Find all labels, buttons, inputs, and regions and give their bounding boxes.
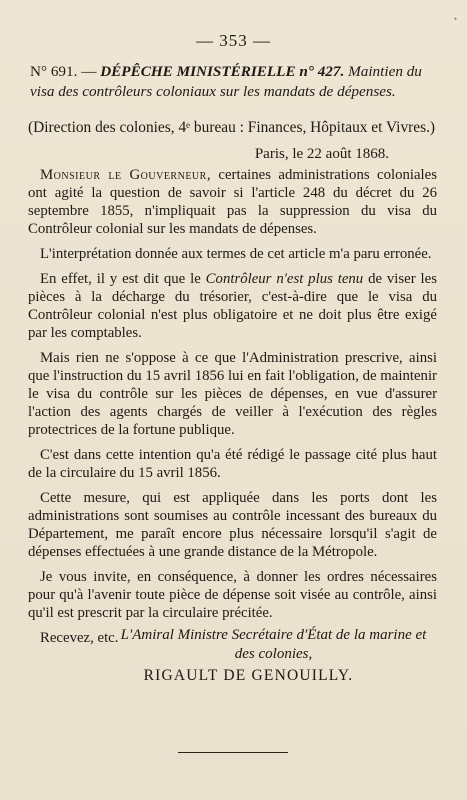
paragraph-5: C'est dans cette intention qu'a été rédigé le passage cité plus haut de la circulaire du 15 avril 1856. — [28, 447, 437, 481]
paragraph-6: Cette mesure, qui est appliquée dans les ports dont les administrations sont soumises au contrôle incessant des bureaux du Département, me paraît encore plus nécessaire lorsqu'il s'agit de dépenses effectuées à une grande distance de la Métropole. — [28, 490, 437, 560]
title-dash: — — [77, 63, 101, 80]
direction-line: (Direction des colonies, 4ᵉ bureau : Finances, Hôpitaux et Vivres.) — [28, 119, 436, 136]
signature-name: RIGAULT DE GENOUILLY. — [143, 667, 354, 684]
paragraph-7: Je vous invite, en conséquence, à donner les ordres nécessaires pour qu'à l'avenir toute pièce de dépense soit visée au contrôle, ainsi qu'il est prescrit par la circulaire précitée. — [28, 569, 437, 621]
paragraph-1 — [28, 166, 437, 238]
dateline: Paris, le 22 août 1868. — [254, 146, 389, 162]
corner-mark: • — [453, 14, 457, 24]
dispatch-number: N° 691. — [30, 63, 78, 80]
page-number: — 353 — — [196, 31, 271, 50]
paragraph-3 — [28, 270, 437, 342]
end-rule — [178, 752, 288, 753]
document-title — [30, 62, 431, 102]
paragraph-1-text: certaines administrations coloniales ont agité la question de savoir si l'article 248 du décret du 26 septembre 1855, n'impliquait pas la suppression du visa du Contrôleur colonial sur les mandats de dépenses. — [28, 167, 437, 237]
paragraph-2: L'interprétation donnée aux termes de cet article m'a paru erronée. — [40, 246, 432, 262]
paragraph-3-emphasis: Contrôleur n'est plus tenu — [205, 271, 364, 287]
paragraph-4: Mais rien ne s'oppose à ce que l'Administration prescrive, ainsi que l'instruction du 15 avril 1856 lui en fait l'obligation, de maintenir le visa du contrôle sur les pièces de dépenses, en vue d'assurer l'action des agents chargés de veiller à l'exécution des règles protectrices de la fortune publique. — [28, 350, 437, 438]
letter-body — [28, 166, 437, 654]
paragraph-3-start: En effet, il y est dit que le — [40, 271, 206, 287]
dispatch-subject: Maintien du visa des contrôleurs coloniaux sur les mandats de dépenses. — [30, 63, 422, 100]
closing: Recevez, etc. — [40, 630, 119, 646]
paragraph-3-end: de viser les pièces à la décharge du trésorier, c'est-à-dire que le visa du Contrôleur colonial n'est plus obligatoire et ne doit plus être exigé par les comptables. — [28, 271, 437, 341]
dispatch-type: DÉPÊCHE MINISTÉRIELLE n° 427. — [100, 63, 345, 80]
salutation: Monsieur le Gouverneur, — [40, 167, 212, 183]
signature-role: L'Amiral Ministre Secrétaire d'État de la marine et des colonies, — [120, 627, 427, 662]
